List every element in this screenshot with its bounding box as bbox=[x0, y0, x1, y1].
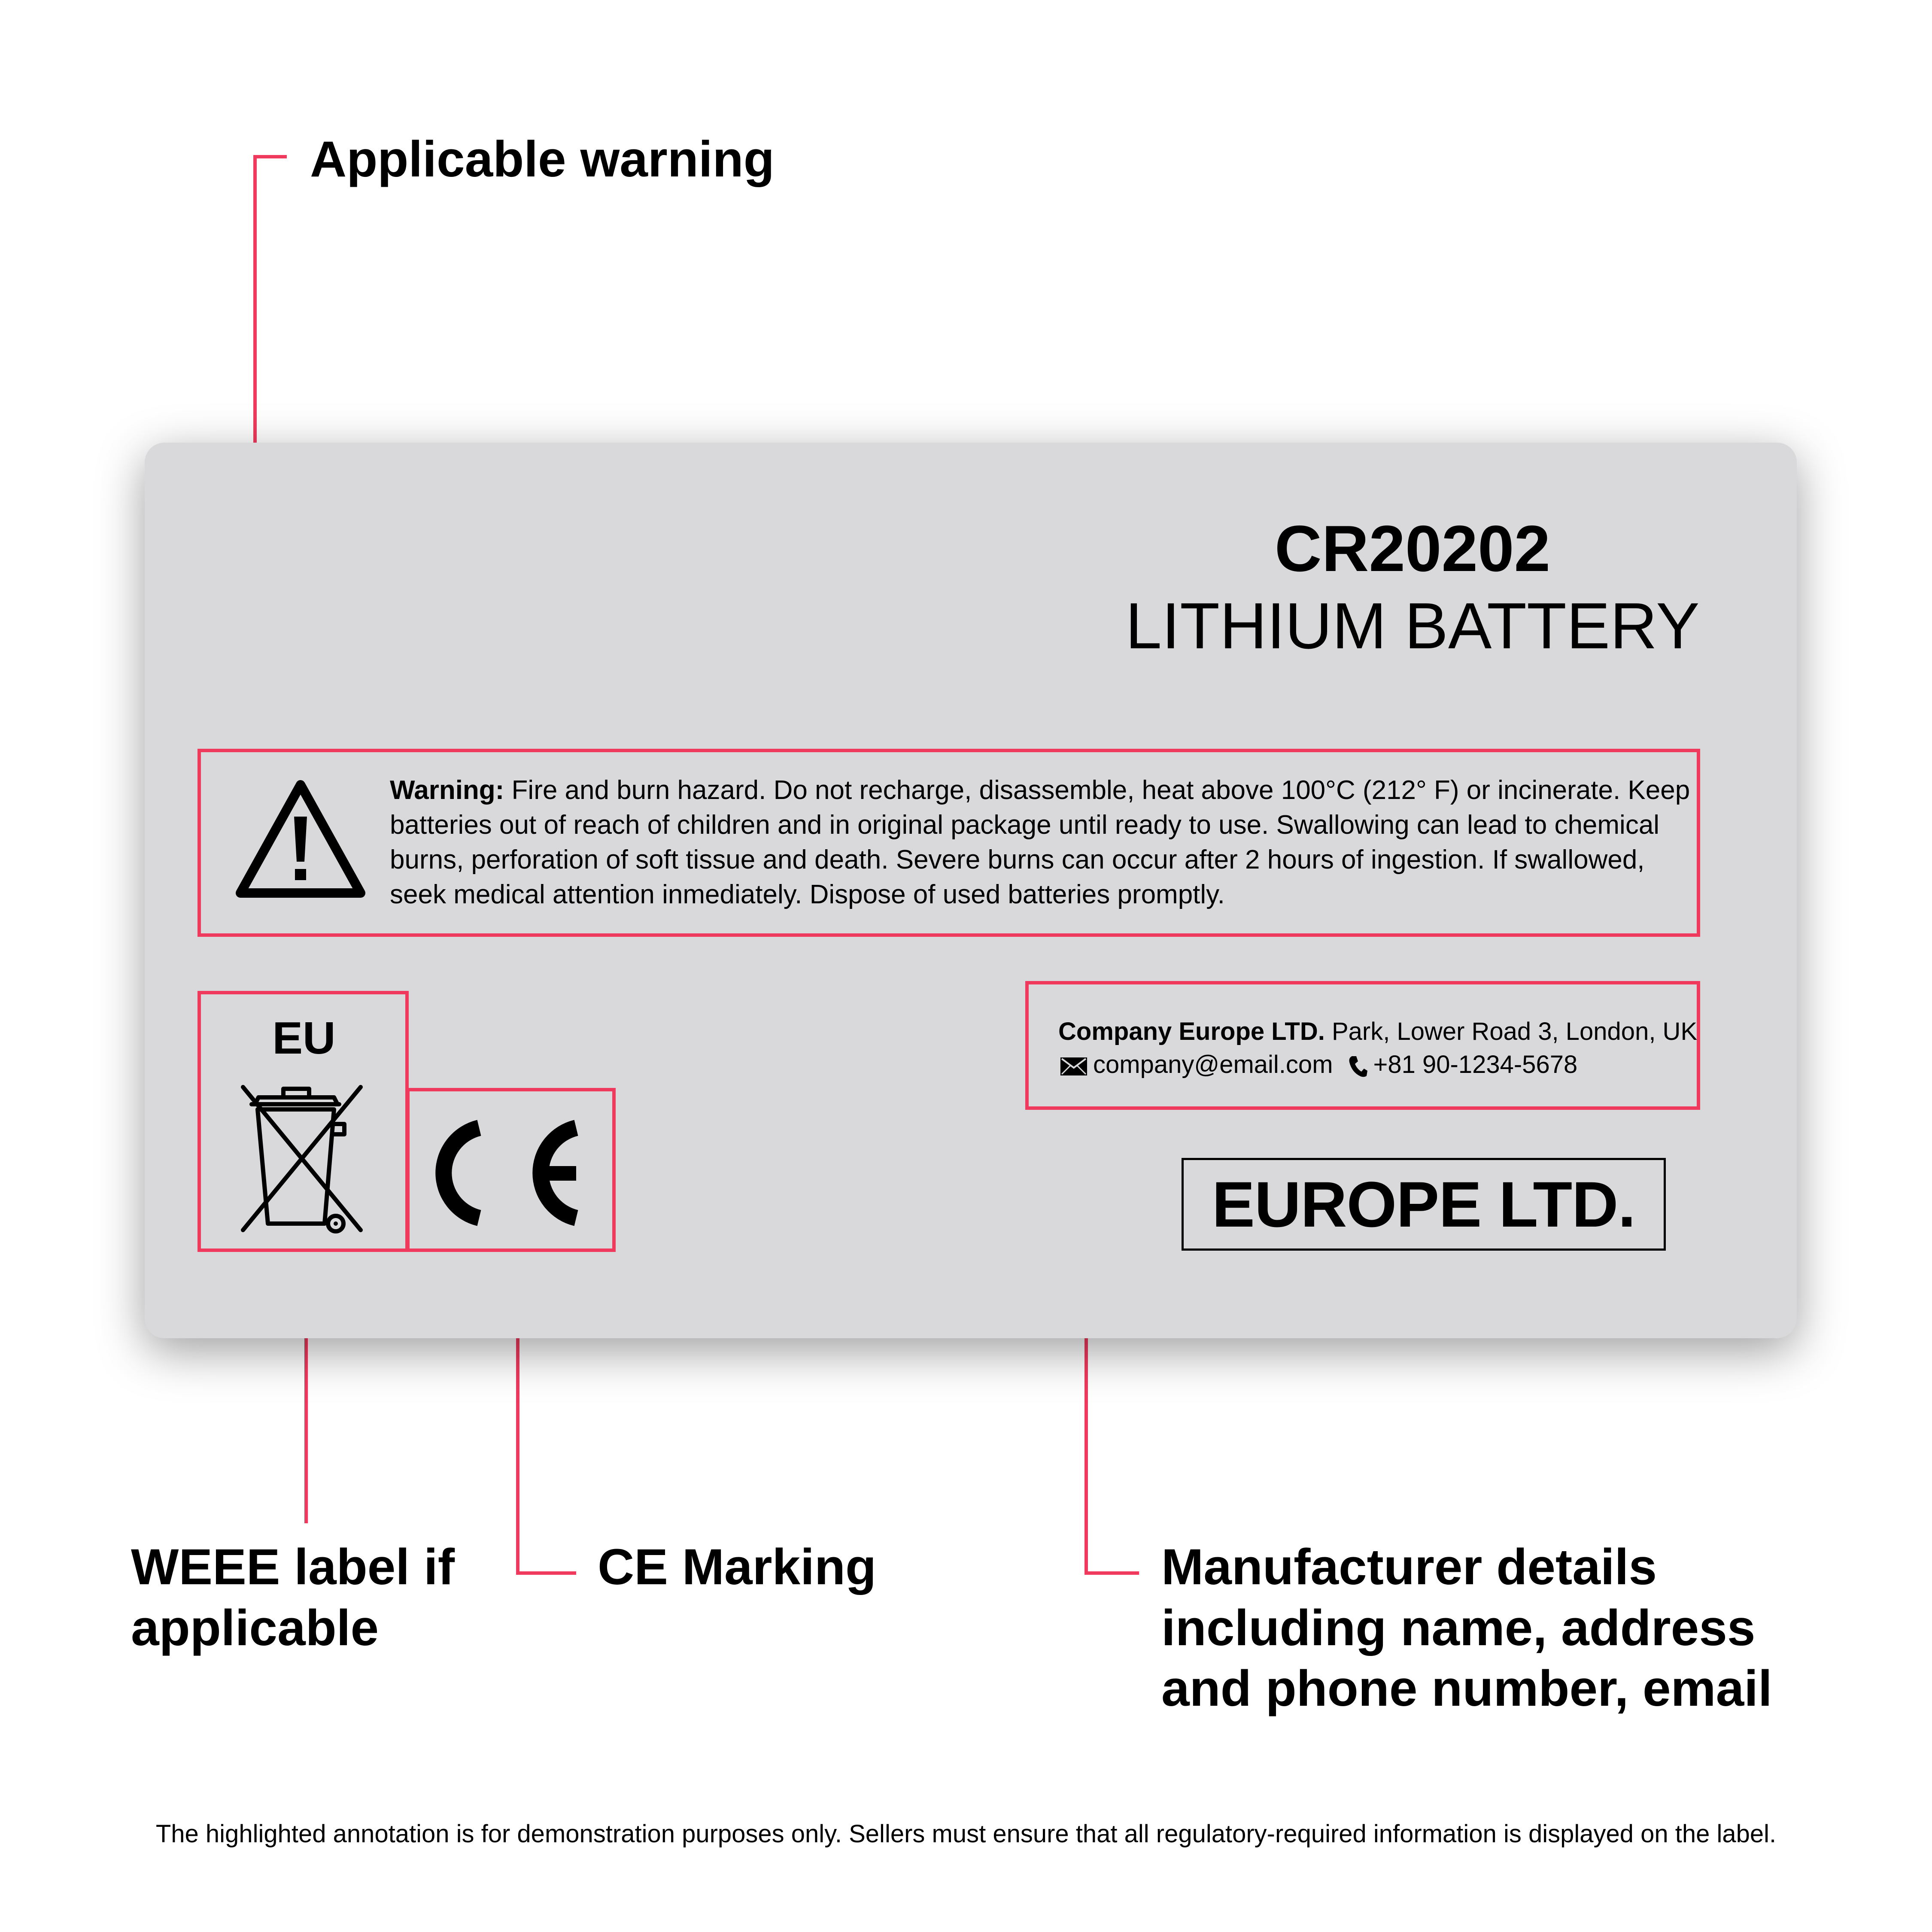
phone-icon bbox=[1349, 1055, 1367, 1078]
warning-caption: Applicable warning bbox=[310, 131, 775, 188]
manufacturer-caption-line2: including name, address bbox=[1161, 1599, 1756, 1656]
ce-mark-icon bbox=[429, 1118, 584, 1228]
weee-region-label: EU bbox=[272, 1013, 336, 1063]
warning-leader-line-h bbox=[253, 155, 287, 158]
manufacturer-caption-line3: and phone number, email bbox=[1161, 1660, 1772, 1717]
brand-name: EUROPE LTD. bbox=[1212, 1168, 1636, 1240]
envelope-icon bbox=[1060, 1057, 1087, 1075]
weee-caption-line1: WEEE label if bbox=[131, 1539, 455, 1595]
model-number: CR20202 bbox=[1274, 512, 1551, 585]
weee-caption-line2: applicable bbox=[131, 1599, 379, 1656]
manufacturer-name-address bbox=[1058, 1017, 1697, 1047]
warning-triangle-icon bbox=[235, 778, 366, 900]
warning-body: Fire and burn hazard. Do not recharge, disassemble, heat above 100°C (212° F) or incinerate. Keep batteries out of reach of children and in original package until ready to use. Swallowing can lead to chemical burns, perforation of soft tissue and death. Severe burns can occur after 2 hours of ingestion. If swallowed, seek medical attention inmediately. Dispose of used batteries promptly. bbox=[390, 775, 1690, 909]
weee-caption bbox=[131, 1537, 455, 1659]
warning-text bbox=[390, 773, 1699, 912]
manufacturer-address: Park, Lower Road 3, London, UK bbox=[1324, 1018, 1698, 1045]
manufacturer-email: company@email.com bbox=[1093, 1051, 1333, 1078]
manufacturer-contact bbox=[1060, 1050, 1577, 1080]
manufacturer-caption bbox=[1161, 1537, 1772, 1719]
disclaimer: The highlighted annotation is for demonstration purposes only. Sellers must ensure that all regulatory-required information is displayed on the label. bbox=[155, 1820, 1777, 1848]
manufacturer-caption-line1: Manufacturer details bbox=[1161, 1539, 1657, 1595]
ce-leader-line-h bbox=[516, 1571, 576, 1575]
crossed-out-wheelie-bin-icon bbox=[240, 1082, 364, 1234]
product-name: LITHIUM BATTERY bbox=[1125, 589, 1700, 662]
manufacturer-name: Company Europe LTD. bbox=[1058, 1018, 1325, 1045]
warning-title: Warning: bbox=[390, 775, 504, 805]
manufacturer-leader-line-h bbox=[1084, 1571, 1139, 1575]
ce-caption: CE Marking bbox=[598, 1539, 877, 1595]
manufacturer-phone: +81 90-1234-5678 bbox=[1373, 1051, 1578, 1078]
